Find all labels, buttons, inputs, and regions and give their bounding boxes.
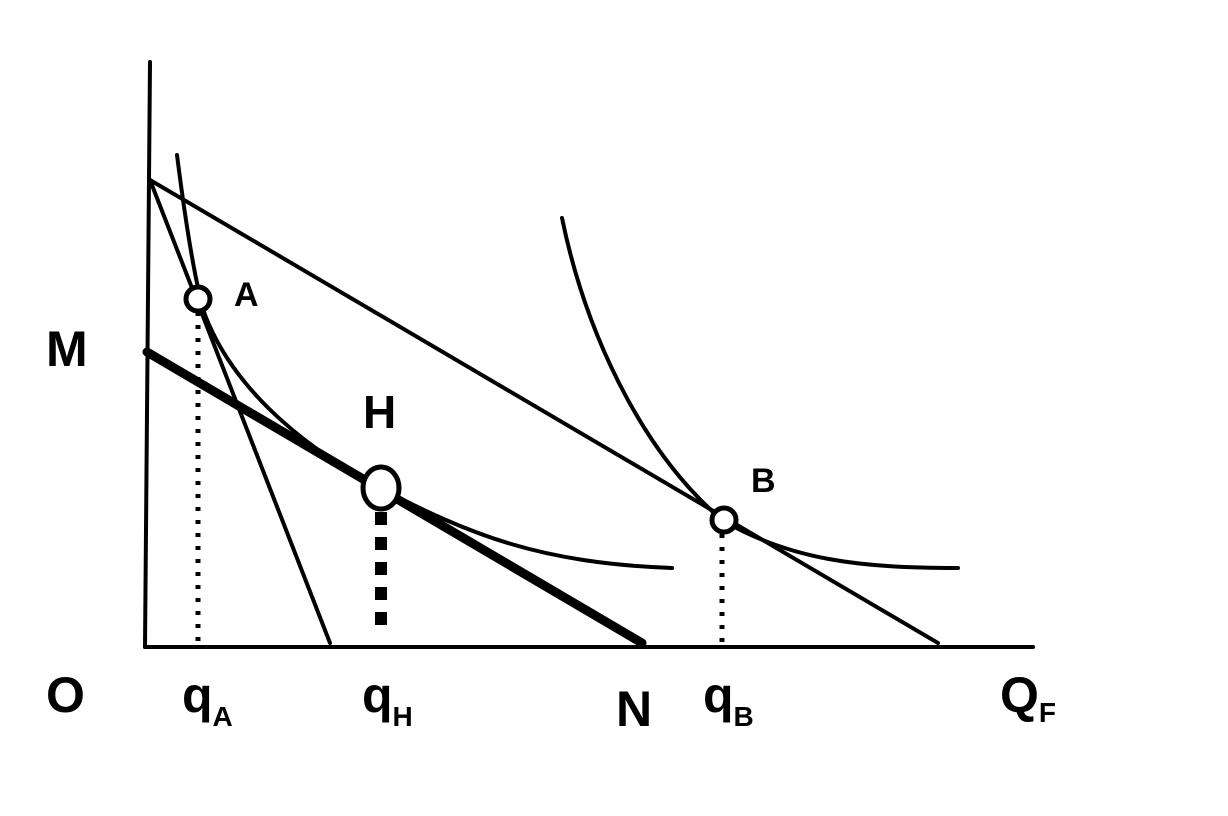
indifference-curve-high [562,218,958,568]
point-B-marker [712,508,736,532]
tick-qB: $q_B$ [703,667,754,732]
point-A-label: A [234,276,259,314]
tick-qH: $q_H$ [362,667,413,732]
point-B-label: B [751,462,776,500]
origin-label: O [46,667,85,723]
point-H-label: H [363,386,397,438]
point-A-marker [186,287,210,311]
x-axis-label: $Q_F$ [1000,667,1057,728]
y-axis-label: M [46,321,88,377]
budget-line-high [150,180,938,643]
indifference-curve-low [177,155,672,568]
point-H-marker [363,467,399,509]
tick-N: N [616,681,653,737]
tick-qA: $q_A$ [182,667,233,732]
